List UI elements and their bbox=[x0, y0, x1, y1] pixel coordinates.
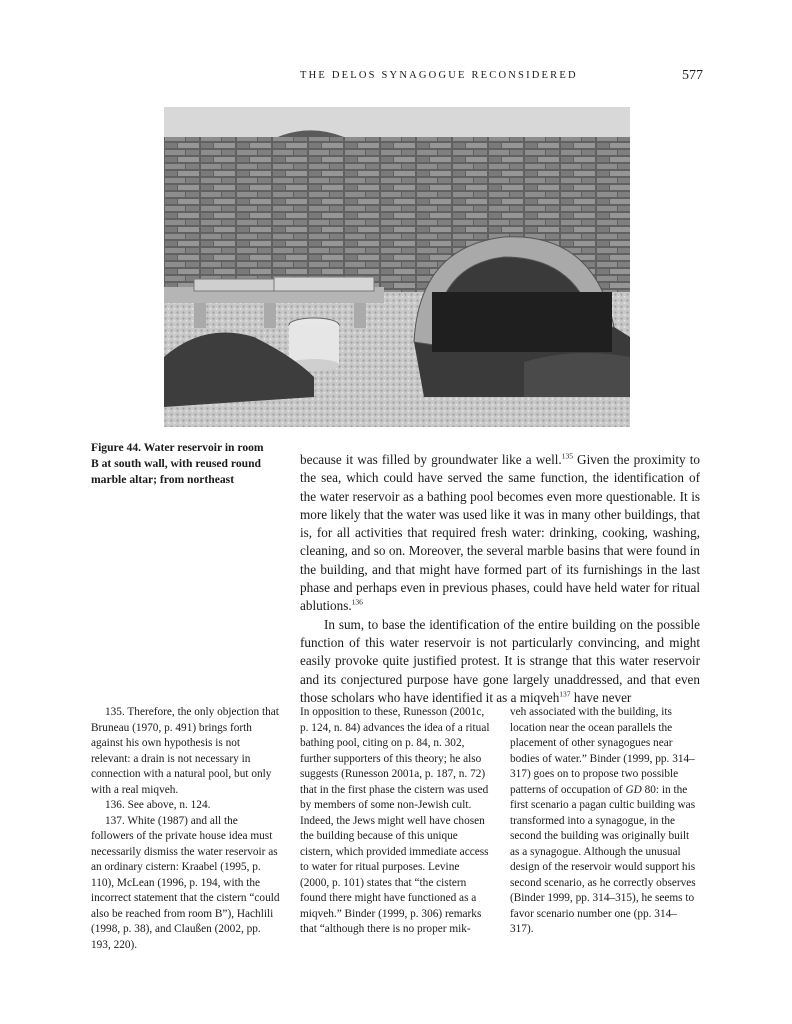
footnotes-column-1 bbox=[91, 705, 281, 953]
text-run: have never bbox=[570, 689, 632, 705]
running-title: THE DELOS SYNAGOGUE RECONSIDERED bbox=[300, 70, 578, 81]
footnote-ref: 136 bbox=[351, 597, 363, 607]
footnote-continuation: In opposition to these, Runesson (2001c, p. 124, n. 84) advances the idea of a ritual bathing pool, citing on p. 84, n. 302, further supporters of this theory; he also suggests (Runesson 2001a, p. 187, n. 72) that in the first phase the cistern was used by members of some non-Jewish cult. Indeed, the Jews might well have chosen the building because of this unique cistern, which provided immediate access to water for ritual purposes. Levine (2000, p. 101) states that “the cistern found there might have functioned as a miqveh.” Binder (1999, p. 306) remarks that “although there is no proper mik- bbox=[300, 706, 490, 935]
figure-caption: Figure 44. Water reservoir in room B at south wall, with reused round marble altar; from northeast bbox=[91, 441, 264, 486]
footnote-ref: 135 bbox=[561, 451, 573, 461]
page-number: 577 bbox=[682, 68, 703, 83]
main-text bbox=[300, 451, 700, 707]
footnotes-column-2 bbox=[300, 705, 490, 938]
footnote-136: 136. See above, n. 124. bbox=[105, 799, 211, 811]
text-run: because it was filled by groundwater like a well. bbox=[300, 452, 562, 467]
footnote-135: 135. Therefore, the only objection that Bruneau (1970, p. 491) brings forth against his own hypothesis is not relevant: a drain is not necessary in connection with a natural pool, but only with a real miqveh. bbox=[91, 706, 279, 796]
footnotes-column-3 bbox=[510, 705, 700, 938]
paragraph bbox=[300, 616, 700, 707]
footnote-ref: 137 bbox=[559, 689, 571, 699]
paragraph bbox=[300, 451, 700, 616]
text-run: veh associated with the building, its location near the ocean parallels the placement of other synagogues near bodies of water.” Binder (1999, pp. 314–317) goes on to propose two possible patterns of occupation of bbox=[510, 706, 695, 796]
figure-photo bbox=[164, 107, 630, 427]
footnote-continuation bbox=[510, 705, 700, 938]
footnote-137: 137. White (1987) and all the followers of the private house idea must necessarily dismiss the water reservoir as an ordinary cistern: Kraabel (1995, p. 110), McLean (1996, p. 194, with the incorrect statement that the cistern “could also be reached from room B”), Hachlili (1998, p. 38), and Claußen (2002, pp. 193, 220). bbox=[91, 814, 280, 951]
reservoir-photo-illustration bbox=[164, 107, 630, 427]
italic-abbrev: GD bbox=[625, 783, 642, 796]
running-head bbox=[0, 70, 792, 90]
text-run: 80: in the first scenario a pagan cultic building was transformed into a synagogue, in the second the building was originally built as a synagogue. Although the unusual design of the reservoir would support his second scenario, as he correctly observes (Binder 1999, pp. 314–315), he seems to favor scenario number one (pp. 314–317). bbox=[510, 783, 696, 935]
text-run: In sum, to base the identification of the entire building on the possible function of this water reservoir is not particularly convincing, and might easily provoke quite justified protest. It is strange that this water reservoir and its conjectured purpose have gone largely unaddressed, and that even those scholars who have identified it as a miqveh bbox=[300, 616, 700, 705]
text-run: Given the proximity to the sea, which could have served the same function, the identification of the water reservoir as a bathing pool becomes even more questionable. It is more likely that the water was used like it was in many other buildings, that is, for all activities that required fresh water: drinking, cooking, washing, cleaning, and so on. Moreover, the several marble basins that were found in the building, and that might have formed part of its furnishings in the last phase and perhaps even in previous phases, could have held water for ritual ablutions. bbox=[300, 452, 700, 614]
